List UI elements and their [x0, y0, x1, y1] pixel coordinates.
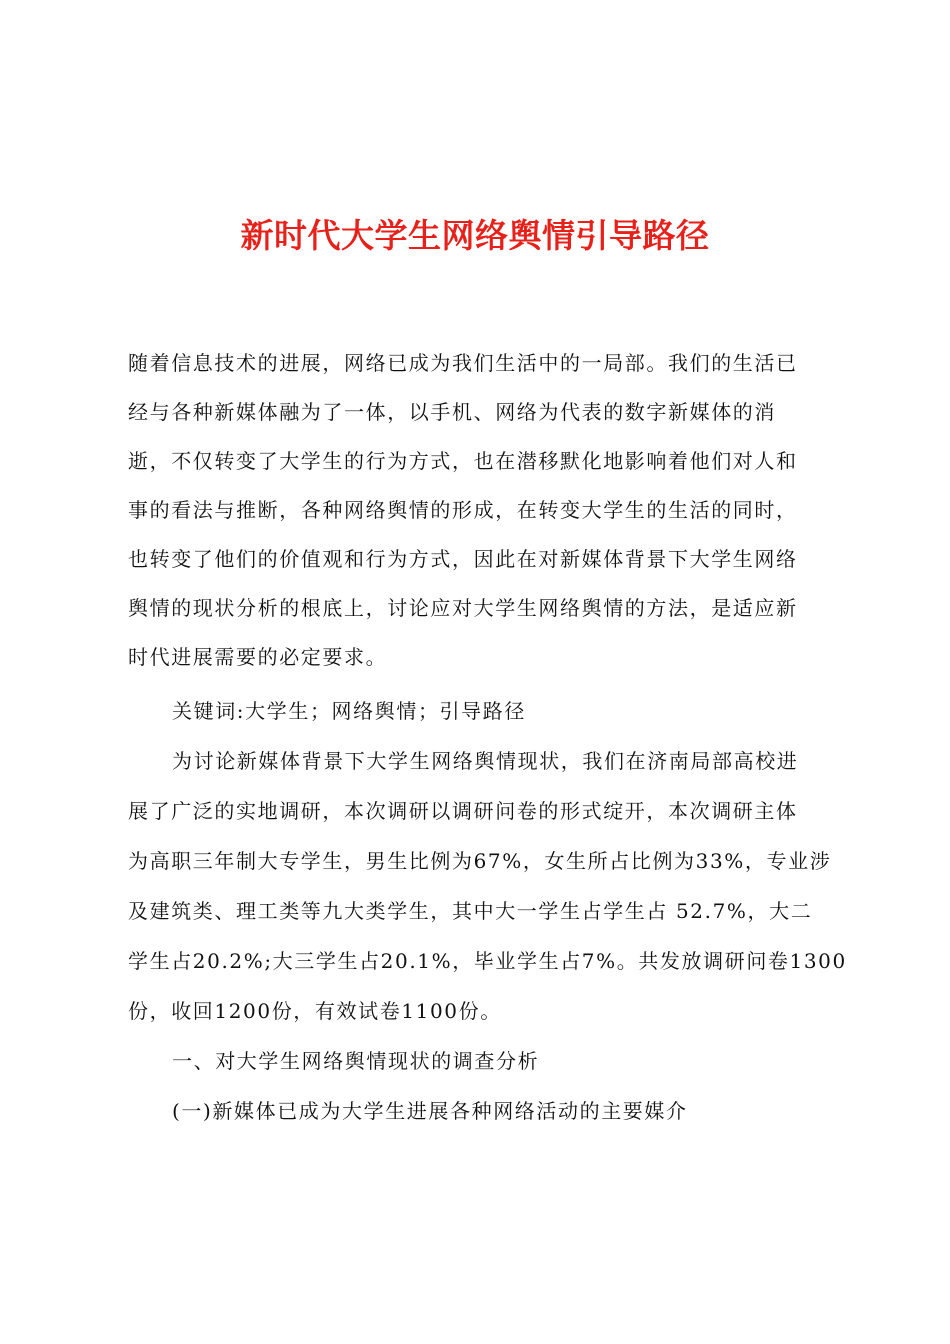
survey-line: 为讨论新媒体背景下大学生网络舆情现状，我们在济南局部高校进 — [172, 749, 799, 773]
intro-paragraph — [128, 346, 828, 674]
survey-line: 份，收回1200份，有效试卷1100份。 — [128, 999, 502, 1023]
intro-line: 逝，不仅转变了大学生的行为方式，也在潜移默化地影响着他们对人和 — [128, 449, 798, 473]
survey-line: 为高职三年制大专学生，男生比例为67%，女生所占比例为33%，专业涉 — [128, 849, 832, 873]
document-title: 新时代大学生网络舆情引导路径 — [240, 216, 710, 255]
intro-line: 舆情的现状分析的根底上，讨论应对大学生网络舆情的方法，是适应新 — [128, 596, 798, 620]
intro-line: 也转变了他们的价值观和行为方式，因此在对新媒体背景下大学生网络 — [128, 547, 798, 571]
subsection-heading: (一)新媒体已成为大学生进展各种网络活动的主要媒介 — [172, 1099, 688, 1123]
survey-line: 展了广泛的实地调研，本次调研以调研问卷的形式绽开，本次调研主体 — [128, 799, 798, 823]
intro-line: 事的看法与推断，各种网络舆情的形成，在转变大学生的生活的同时， — [128, 498, 798, 522]
section-heading: 一、对大学生网络舆情现状的调查分析 — [172, 1049, 540, 1073]
survey-line: 及建筑类、理工类等九大类学生，其中大一学生占学生占 52.7%，大二 — [128, 899, 813, 923]
survey-line: 学生占20.2%;大三学生占20.1%，毕业学生占7%。共发放调研问卷1300 — [128, 949, 847, 973]
keywords-line: 关键词:大学生；网络舆情；引导路径 — [172, 699, 526, 723]
intro-line: 经与各种新媒体融为了一体，以手机、网络为代表的数字新媒体的消 — [128, 400, 776, 424]
intro-line: 随着信息技术的进展，网络已成为我们生活中的一局部。我们的生活已 — [128, 351, 798, 375]
survey-paragraph — [128, 744, 847, 1028]
intro-line: 时代进展需要的必定要求。 — [128, 645, 388, 669]
